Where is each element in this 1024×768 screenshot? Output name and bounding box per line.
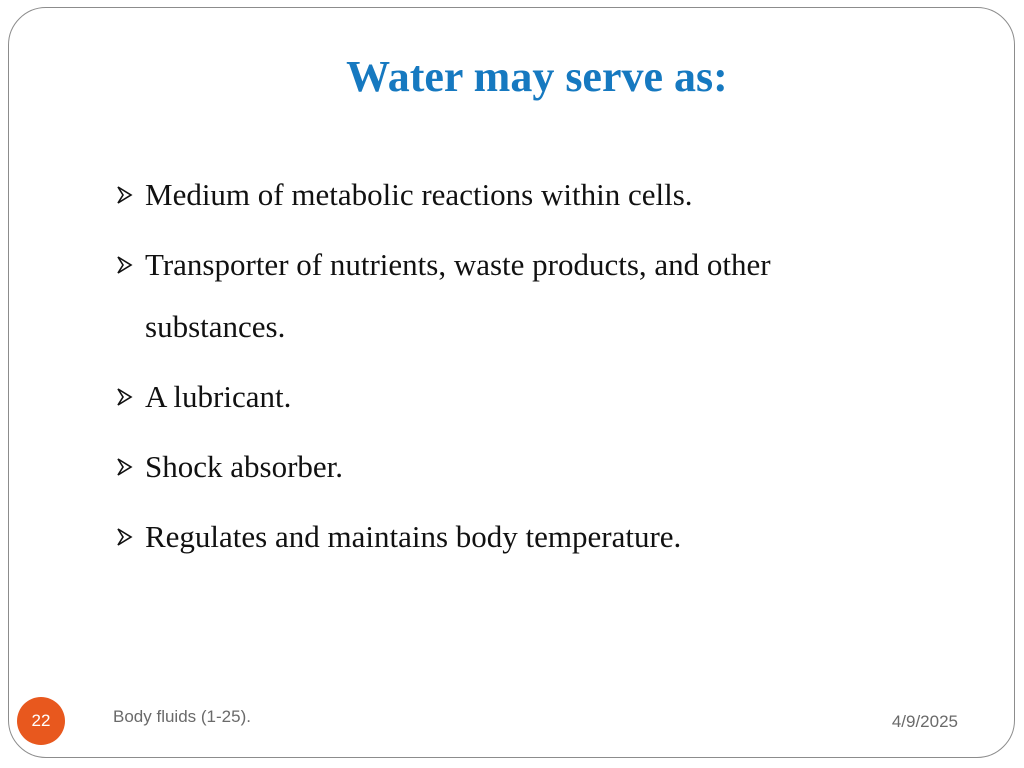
arrow-bullet-icon	[116, 457, 134, 477]
arrow-bullet-icon	[116, 387, 134, 407]
bullet-text: Shock absorber.	[145, 449, 344, 484]
bullet-text: Regulates and maintains body temperature.	[145, 519, 682, 554]
footer-date: 4/9/2025	[891, 712, 958, 731]
bullet-item	[113, 234, 873, 358]
arrow-bullet-icon	[116, 255, 134, 275]
bullet-item	[113, 506, 873, 568]
footer-text: Body fluids (1-25).	[113, 707, 251, 726]
bullet-text: Medium of metabolic reactions within cells.	[145, 177, 693, 212]
slide-title: Water may serve as:	[346, 52, 728, 101]
bullet-text: Transporter of nutrients, waste products, and other substances.	[145, 247, 771, 344]
page-number-badge: 22	[17, 697, 65, 745]
bullet-item	[113, 164, 873, 226]
bullet-text: A lubricant.	[145, 379, 292, 414]
bullet-item	[113, 366, 873, 428]
arrow-bullet-icon	[116, 527, 134, 547]
arrow-bullet-icon	[116, 185, 134, 205]
bullet-item	[113, 436, 873, 498]
bullet-list	[113, 164, 873, 576]
